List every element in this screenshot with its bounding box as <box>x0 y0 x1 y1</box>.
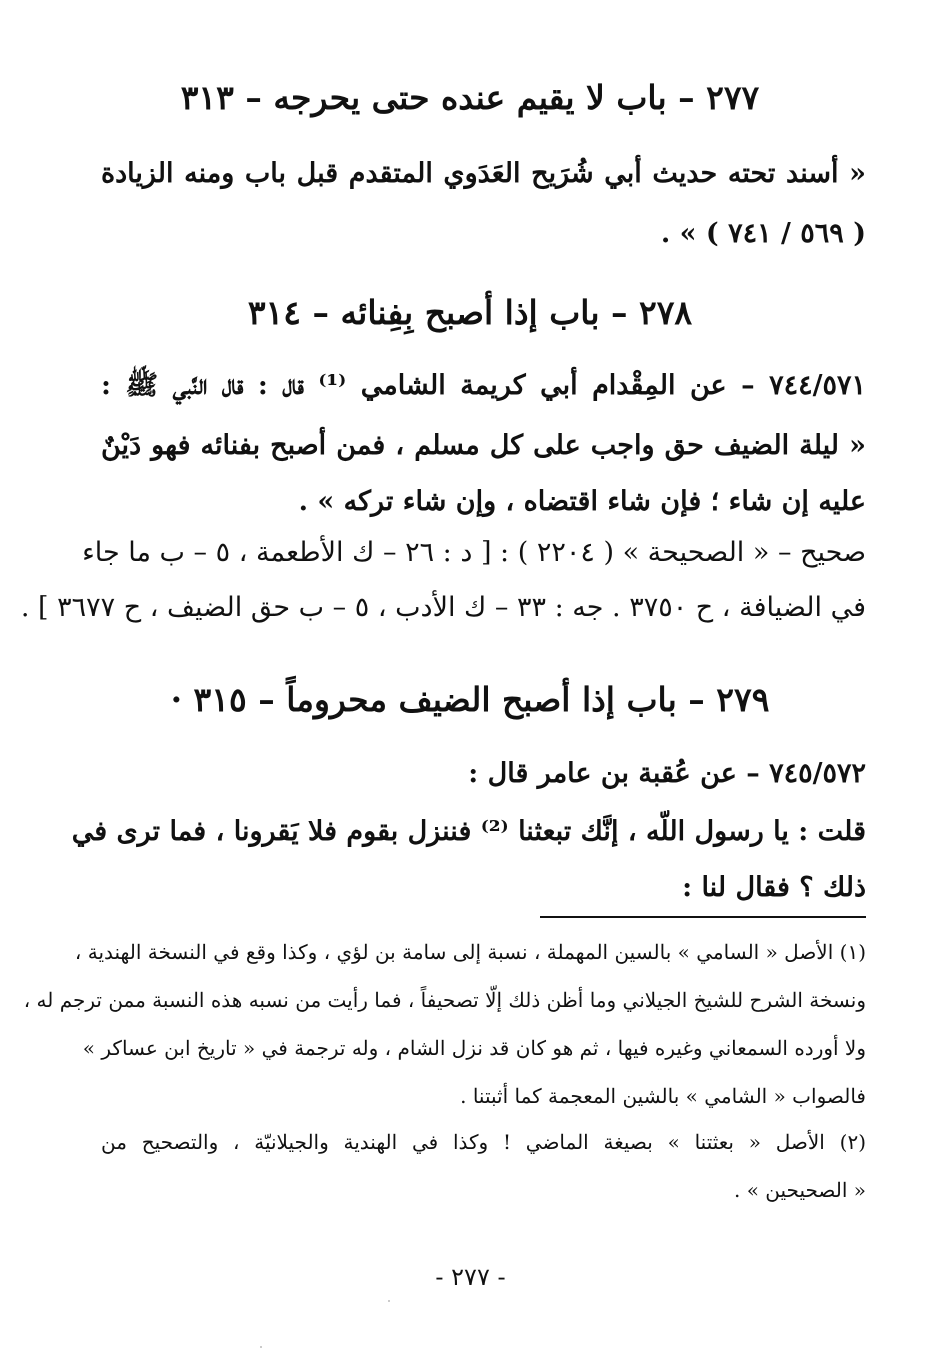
page-number: - ٢٧٧ - <box>435 1263 506 1291</box>
hadith-line: « ليلة الضيف حق واجب على كل مسلم ، فمن أصبح بفنائه فهو دَيْنٌ <box>101 430 866 461</box>
footnote-line: (١) الأصل « السامي » بالسين المهملة ، نسبة إلى سامة بن لؤي ، وكذا وقع في النسخة الهندية ، <box>74 940 866 964</box>
chapter-heading-277: ٢٧٧ – باب لا يقيم عنده حتى يحرجه – ٣١٣ <box>180 78 760 117</box>
footnote-divider <box>540 916 866 918</box>
takhrij-line: صحيح – « الصحيحة » ( ٢٢٠٤ ) : [ د : ٢٦ – ك الأطعمة ، ٥ – ب ما جاء <box>82 537 866 568</box>
body-line: ( ٥٦٩ / ٧٤١ ) » . <box>660 218 866 249</box>
hadith-line: قلت : يا رسول اللّه ، إنَّك تبعثنا ⁽²⁾ فننزل بقوم فلا يَقرونا ، فما ترى في <box>71 816 866 847</box>
takhrij-line: في الضيافة ، ح ٣٧٥٠ . جه : ٣٣ – ك الأدب ، ٥ – ب حق الضيف ، ح ٣٦٧٧ ] . <box>20 592 866 623</box>
footnote-line: « الصحيحين » . <box>733 1178 866 1202</box>
footnote-line: ولا أورده السمعاني وغيره فيها ، ثم هو كان قد نزل الشام ، وله ترجمة في « تاريخ ابن عساكر » <box>82 1036 866 1060</box>
body-line: « أسند تحته حديث أبي شُرَيح العَدَوي المتقدم قبل باب ومنه الزيادة <box>101 158 866 189</box>
hadith-line: ٧٤٥/٥٧٢ – عن عُقبة بن عامر قال : <box>468 758 866 789</box>
chapter-heading-278: ٢٧٨ – باب إذا أصبح بِفِنائه – ٣١٤ <box>247 293 693 332</box>
hadith-line: ٧٤٤/٥٧١ – عن المِقْدام أبي كريمة الشامي ⁽¹⁾ قال : قال النَّبي ﷺ : <box>101 370 866 401</box>
footnote-line: فالصواب « الشامي » بالشين المعجمة كما أثبتنا . <box>460 1084 866 1108</box>
chapter-heading-279: ٢٧٩ – باب إذا أصبح الضيف محروماً – ٣١٥ · <box>170 680 770 719</box>
hadith-line: عليه إن شاء ؛ فإن شاء اقتضاه ، وإن شاء تركه » . <box>298 486 866 517</box>
footnote-line: (٢) الأصل « بعثتنا » بصيغة الماضي ! وكذا في الهندية والجيلانيّة ، والتصحيح من <box>101 1130 866 1154</box>
hadith-line: ذلك ؟ فقال لنا : <box>682 872 866 903</box>
scan-speck <box>260 1346 262 1348</box>
scan-speck <box>388 1300 390 1302</box>
footnote-line: ونسخة الشرح للشيخ الجيلاني وما أظن ذلك إلّا تصحيفاً ، فما رأيت من نسبه هذه النسبة ممن ترجم له ، <box>23 988 866 1012</box>
